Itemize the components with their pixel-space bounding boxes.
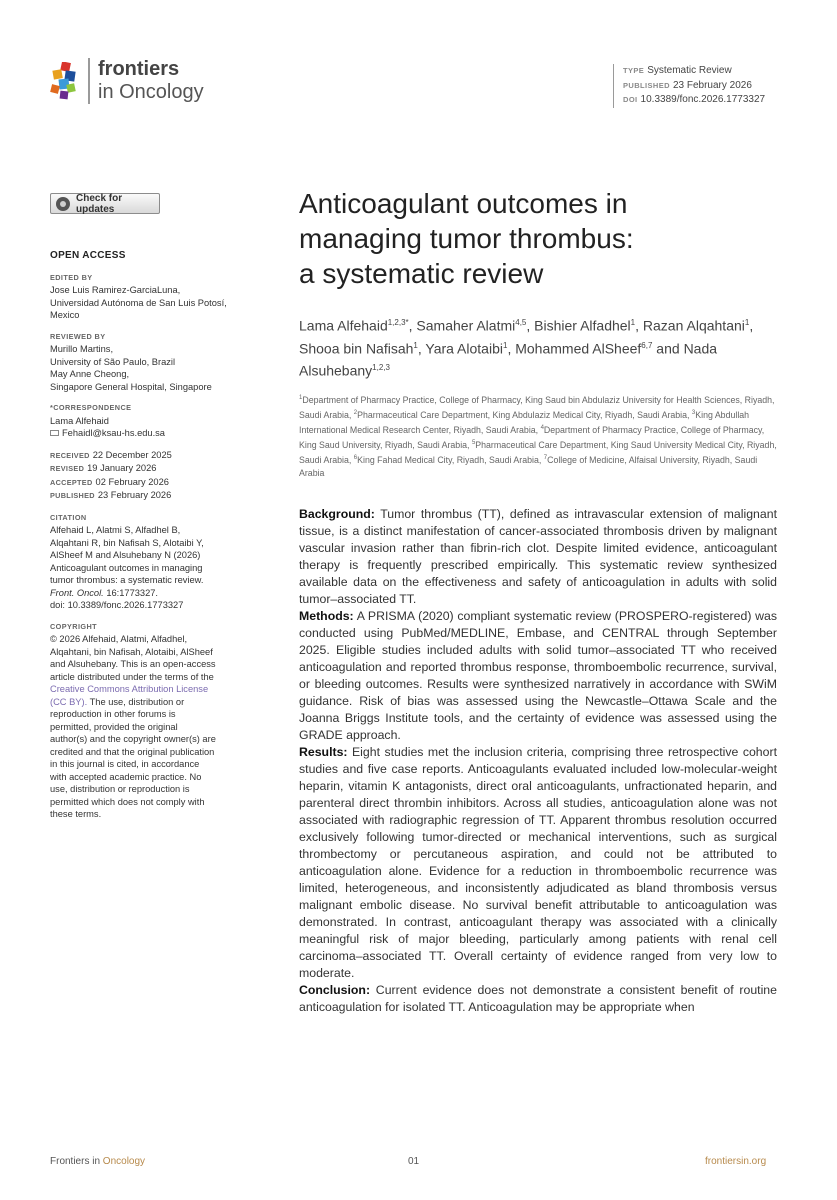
- article-dates: [50, 449, 250, 503]
- affiliation-number: 6: [353, 454, 358, 461]
- doi-label: DOI: [623, 95, 638, 104]
- editor-line: Jose Luis Ramirez-GarciaLuna,: [50, 285, 181, 295]
- citation-line: Alqahtani R, bin Nafisah S, Alotaibi Y,: [50, 537, 204, 548]
- correspondence-label: *CORRESPONDENCE: [50, 403, 132, 412]
- journal-name: in Oncology: [98, 81, 204, 103]
- author-affiliation-sup: 1: [502, 340, 508, 350]
- affiliation-list: [299, 392, 777, 480]
- doi-value[interactable]: 10.3389/fonc.2026.1773327: [640, 94, 766, 105]
- author-separator: ,: [507, 340, 516, 357]
- abstract-conclusion: [299, 982, 777, 1016]
- journal-brand: [88, 58, 204, 104]
- correspondence-email-row: [50, 427, 250, 440]
- affiliation-number: 4: [540, 424, 544, 431]
- copyright-line: credited and that the original publication: [50, 746, 215, 757]
- date-label: PUBLISHED: [50, 491, 95, 500]
- footer-journal: [50, 1156, 145, 1167]
- affiliation-text: Pharmaceutical Care Department, King Abdulaziz Medical City, Riyadh, Saudi Arabia,: [357, 409, 692, 420]
- citation-line: tumor thrombus: a systematic review.: [50, 575, 204, 585]
- date-value: 02 February 2026: [95, 476, 169, 487]
- copyright-line: these terms.: [50, 809, 102, 819]
- author-affiliation-sup: 1,2,3*: [387, 318, 409, 327]
- copyright-line: reproduction in other forums is: [50, 709, 176, 719]
- affiliation-number: 7: [543, 454, 548, 461]
- correspondence-email[interactable]: Fehaidl@ksau-hs.edu.sa: [62, 428, 165, 438]
- type-value: Systematic Review: [647, 65, 732, 76]
- date-accepted: [50, 476, 250, 490]
- conclusion-text: Current evidence does not demonstrate a consistent benefit of routine anticoagulation for isolated TT. Anticoagulation may be appropriate when: [299, 982, 777, 1014]
- copyright-line: permitted which does not comply with: [50, 796, 205, 807]
- check-updates-label: Check for updates: [76, 192, 123, 215]
- published-label: PUBLISHED: [623, 80, 670, 90]
- author-name[interactable]: Lama Alfehaid: [299, 317, 388, 334]
- article-title: [299, 186, 777, 291]
- copyright: [50, 633, 250, 821]
- author-affiliation-sup: 1: [413, 340, 418, 350]
- abstract-results: [299, 744, 777, 982]
- results-text: Eight studies met the inclusion criteria, comprising three retrospective cohort studies and five case reports. Anticoagulants evaluated included low-molecular-weight heparin, vitamin K antagonists, direct oral anticoagulants, unfractionated heparin, and parenteral direct thrombin inhibitors. Across all studies, anticoagulation alone was not associated with radiographic regression of TT. Apparent thrombus resolution occurred exclusively following tumor-directed or mechanical interventions, such as surgical thrombectomy or percutaneous aspiration, and could not be attributed to anticoagulation alone. Evidence for a reduction in thromboembolic recurrence was limited, heterogeneous, and inconsistently adjudicated as bland thrombosis versus malignant embolic disease. No survival benefit attributable to anticoagulation was demonstrated. In contrast, anticoagulant therapy was associated with a clinically meaningful risk of major bleeding, particularly among patients with renal cell carcinoma–associated TT. Overall certainty of evidence ranged from very low to moderate.: [299, 744, 777, 980]
- author-affiliation-sup: 1: [744, 318, 750, 327]
- type-label: TYPE: [623, 66, 645, 75]
- check-for-updates-button[interactable]: [50, 193, 160, 214]
- editor-line: Mexico: [50, 310, 80, 320]
- affiliation-number: 1: [299, 394, 303, 401]
- author-affiliation-sup: 1,2,3: [372, 363, 390, 373]
- background-text: Tumor thrombus (TT), defined as intravascular extension of malignant tissue, is a distinct manifestation of cancer-associated thrombosis driven by malignant vascular invasion rather than fibrin-rich clot. Despite limited evidence, anticoagulant therapy is frequently prescribed empirically. This systematic review synthesized available data on the effectiveness and safety of anticoagulation in adults with solid tumor–associated TT.: [299, 506, 777, 606]
- copyright-line: author(s) and the copyright owner(s) are: [50, 734, 216, 744]
- correspondence-name: Lama Alfehaid: [50, 415, 109, 426]
- affiliation-text: King Abdullah International Medical Research Center, Riyadh, Saudi Arabia,: [299, 409, 750, 435]
- author-list: [299, 313, 777, 381]
- copyright-line: © 2026 Alfehaid, Alatmi, Alfadhel,: [50, 634, 188, 644]
- title-line: a systematic review: [299, 258, 544, 289]
- license-link[interactable]: Creative Commons Attribution License: [50, 684, 209, 694]
- license-link-cc-by[interactable]: (CC BY).: [50, 696, 88, 707]
- abstract: [299, 506, 777, 1016]
- author-affiliation-sup: 6,7: [641, 340, 653, 350]
- author-name[interactable]: Samaher Alatmi: [416, 317, 516, 334]
- citation-label: CITATION: [50, 512, 87, 522]
- author-separator: ,: [526, 317, 535, 334]
- copyright-line: The use, distribution or: [87, 696, 185, 707]
- author-name[interactable]: Shooa bin Nafisah: [299, 340, 414, 357]
- citation-volume: 16:1773327.: [103, 587, 159, 598]
- affiliation-text: Department of Pharmacy Practice, College of Pharmacy, King Saud University, Riyadh, Saudi Arabia,: [299, 424, 765, 450]
- edited-by-label: EDITED BY: [50, 272, 93, 282]
- date-value: 22 December 2025: [92, 449, 172, 460]
- author-affiliation-sup: 1: [630, 318, 636, 327]
- date-label: ACCEPTED: [50, 477, 93, 487]
- footer-website-link[interactable]: frontiersin.org: [705, 1156, 767, 1167]
- abstract-background: [299, 506, 777, 608]
- affiliation-number: 3: [691, 409, 696, 416]
- copyright-line: use, distribution or reproduction is: [50, 784, 190, 794]
- author-name[interactable]: Razan Alqahtani: [642, 317, 745, 334]
- editor-line: Universidad Autónoma de San Luis Potosí,: [50, 297, 227, 308]
- reviewed-by: [50, 343, 250, 393]
- brand-name: frontiers: [98, 58, 180, 80]
- reviewed-by-label: REVIEWED BY: [50, 331, 106, 341]
- affiliation-text: King Fahad Medical City, Riyadh, Saudi Arabia,: [357, 454, 544, 465]
- date-published: [50, 489, 250, 503]
- title-line: Anticoagulant outcomes in: [299, 188, 628, 219]
- reviewer-line: Murillo Martins,: [50, 344, 114, 354]
- date-revised: [50, 462, 250, 476]
- methods-text: A PRISMA (2020) compliant systematic review (PROSPERO-registered) was conducted using PubMed/MEDLINE, Embase, and CENTRAL through September 2025. Eligible studies included adults with solid tumor–associated TT who received anticoagulation and reported thrombus response, thromboembolic recurrence, survival, or bleeding outcomes. Results were synthesized narratively in accordance with SWiM guidance. Risk of bias was assessed using the Newcastle–Ottawa Scale and the Joanna Briggs Institute tools, and the certainty of evidence was assessed using the GRADE approach.: [299, 608, 777, 742]
- author-name[interactable]: Bishier Alfadhel: [534, 317, 631, 334]
- affiliation-text: Department of Pharmacy Practice, College of Pharmacy, King Saud bin Abdulaziz University for Health Sciences, Riyadh, Saudi Arabia,: [299, 394, 775, 420]
- copyright-line: and Alsuhebany. This is an open-access: [50, 659, 216, 669]
- author-separator: ,: [408, 317, 417, 334]
- edited-by: [50, 284, 250, 322]
- citation: [50, 524, 250, 612]
- reviewer-line: May Anne Cheong,: [50, 369, 130, 379]
- author-separator: ,: [417, 340, 426, 357]
- page-number: 01: [408, 1156, 420, 1167]
- conclusion-label: Conclusion:: [299, 982, 371, 997]
- crossmark-icon: [56, 197, 70, 211]
- author-name[interactable]: Nada Alsuhebany: [299, 340, 718, 379]
- reviewer-line: Singapore General Hospital, Singapore: [50, 381, 212, 392]
- open-access-label: OPEN ACCESS: [50, 250, 126, 261]
- citation-journal: Front. Oncol.: [50, 587, 104, 598]
- footer-journal-prefix: Frontiers in: [50, 1156, 103, 1167]
- title-line: managing tumor thrombus:: [299, 223, 634, 254]
- author-separator: ,: [749, 317, 754, 334]
- author-separator: ,: [635, 317, 643, 334]
- results-label: Results:: [299, 744, 348, 759]
- date-value: 23 February 2026: [97, 490, 172, 500]
- copyright-line: Alqahtani, bin Nafisah, Alotaibi, AlSheef: [50, 646, 213, 657]
- article-main: [299, 186, 777, 1016]
- background-label: Background:: [299, 506, 375, 521]
- author-name[interactable]: Yara Alotaibi: [425, 340, 503, 357]
- frontiers-logo-icon: [50, 62, 80, 100]
- citation-line: Anticoagulant outcomes in managing: [50, 562, 203, 573]
- article-meta: [613, 64, 765, 108]
- copyright-line: in this journal is cited, in accordance: [50, 759, 200, 769]
- sidebar: [50, 250, 250, 821]
- affiliation-number: 5: [471, 439, 476, 446]
- reviewer-line: University of São Paulo, Brazil: [50, 356, 176, 367]
- affiliation-number: 2: [353, 409, 358, 416]
- published-value: 23 February 2026: [672, 79, 752, 91]
- abstract-methods: [299, 608, 777, 744]
- date-label: RECEIVED: [50, 450, 90, 460]
- author-name[interactable]: Mohammed AlSheef: [515, 340, 642, 357]
- author-affiliation-sup: 4,5: [515, 318, 527, 327]
- citation-line: Alfehaid L, Alatmi S, Alfadhel B,: [50, 525, 181, 535]
- methods-label: Methods:: [299, 608, 354, 623]
- copyright-line: permitted, provided the original: [50, 721, 178, 732]
- copyright-line: with accepted academic practice. No: [50, 771, 202, 782]
- footer-journal-accent: Oncology: [102, 1156, 146, 1167]
- citation-doi[interactable]: doi: 10.3389/fonc.2026.1773327: [50, 600, 184, 610]
- copyright-label: COPYRIGHT: [50, 621, 97, 631]
- date-label: REVISED: [50, 464, 85, 473]
- author-separator: and: [652, 340, 684, 357]
- date-received: [50, 449, 250, 463]
- citation-line: AlSheef M and Alsuhebany N (2026): [50, 550, 201, 560]
- affiliation-text: Pharmaceutical Care Department, King Saud University Medical City, Riyadh, Saudi Arabia,: [299, 439, 777, 465]
- mail-icon: [50, 430, 59, 436]
- affiliation-text: College of Medicine, Alfaisal University, Riyadh, Saudi Arabia: [299, 454, 758, 478]
- copyright-line: article distributed under the terms of the: [50, 671, 214, 682]
- date-value: 19 January 2026: [87, 463, 157, 473]
